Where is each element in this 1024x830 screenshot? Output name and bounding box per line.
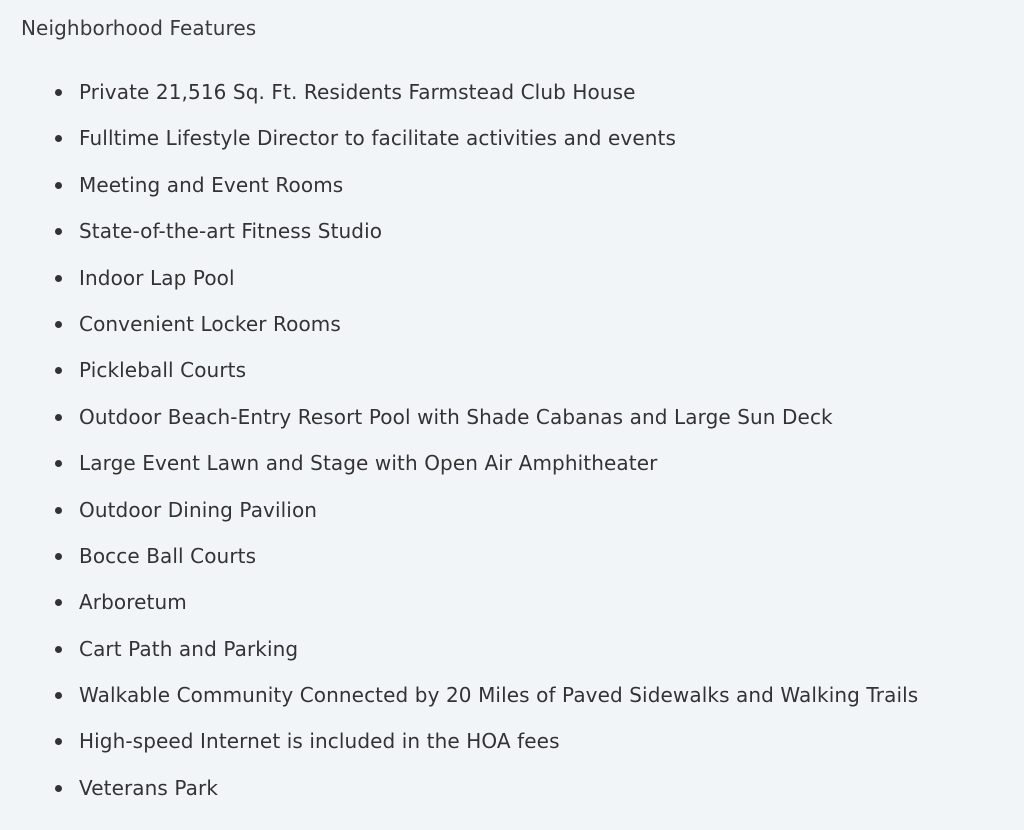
bullet-icon xyxy=(55,414,62,421)
feature-item xyxy=(0,774,918,820)
feature-text: Private 21,516 Sq. Ft. Residents Farmstead Club House xyxy=(79,80,636,104)
bullet-icon xyxy=(55,785,62,792)
feature-item xyxy=(0,449,918,495)
feature-list xyxy=(0,78,918,820)
feature-item xyxy=(0,403,918,449)
bullet-icon xyxy=(55,507,62,514)
bullet-icon xyxy=(55,646,62,653)
feature-item xyxy=(0,310,918,356)
feature-item xyxy=(0,264,918,310)
feature-item xyxy=(0,356,918,402)
section-title: Neighborhood Features xyxy=(21,16,257,40)
feature-item xyxy=(0,124,918,170)
feature-item xyxy=(0,171,918,217)
feature-text: High-speed Internet is included in the HOA fees xyxy=(79,729,560,754)
feature-text: Bocce Ball Courts xyxy=(79,543,257,568)
feature-text: Meeting and Event Rooms xyxy=(79,172,344,197)
feature-text: Indoor Lap Pool xyxy=(79,265,235,290)
bullet-icon xyxy=(55,182,62,189)
feature-text: Outdoor Dining Pavilion xyxy=(79,497,318,522)
bullet-icon xyxy=(55,692,62,699)
feature-item xyxy=(0,496,918,542)
bullet-icon xyxy=(55,599,62,606)
bullet-icon xyxy=(55,321,62,328)
bullet-icon xyxy=(55,275,62,282)
bullet-icon xyxy=(55,89,62,96)
feature-item xyxy=(0,588,918,634)
feature-text: Fulltime Lifestyle Director to facilitate activities and events xyxy=(79,126,676,151)
bullet-icon xyxy=(55,228,62,235)
bullet-icon xyxy=(55,553,62,560)
bullet-icon xyxy=(55,367,62,374)
feature-item xyxy=(0,542,918,588)
feature-text: Walkable Community Connected by 20 Miles of Paved Sidewalks and Walking Trails xyxy=(79,683,919,708)
feature-item xyxy=(0,727,918,773)
feature-text: Large Event Lawn and Stage with Open Air Amphitheater xyxy=(79,451,658,476)
bullet-icon xyxy=(55,460,62,467)
feature-text: State-of-the-art Fitness Studio xyxy=(79,219,383,244)
bullet-icon xyxy=(55,738,62,745)
feature-text: Cart Path and Parking xyxy=(79,636,299,661)
feature-text: Arboretum xyxy=(79,590,187,615)
feature-text: Veterans Park xyxy=(79,775,219,800)
feature-text: Convenient Locker Rooms xyxy=(79,311,341,336)
feature-text: Outdoor Beach-Entry Resort Pool with Shade Cabanas and Large Sun Deck xyxy=(79,404,833,429)
feature-item xyxy=(0,217,918,263)
feature-text: Pickleball Courts xyxy=(79,358,247,383)
feature-item xyxy=(0,78,918,124)
feature-item xyxy=(0,681,918,727)
feature-item xyxy=(0,635,918,681)
bullet-icon xyxy=(55,135,62,142)
